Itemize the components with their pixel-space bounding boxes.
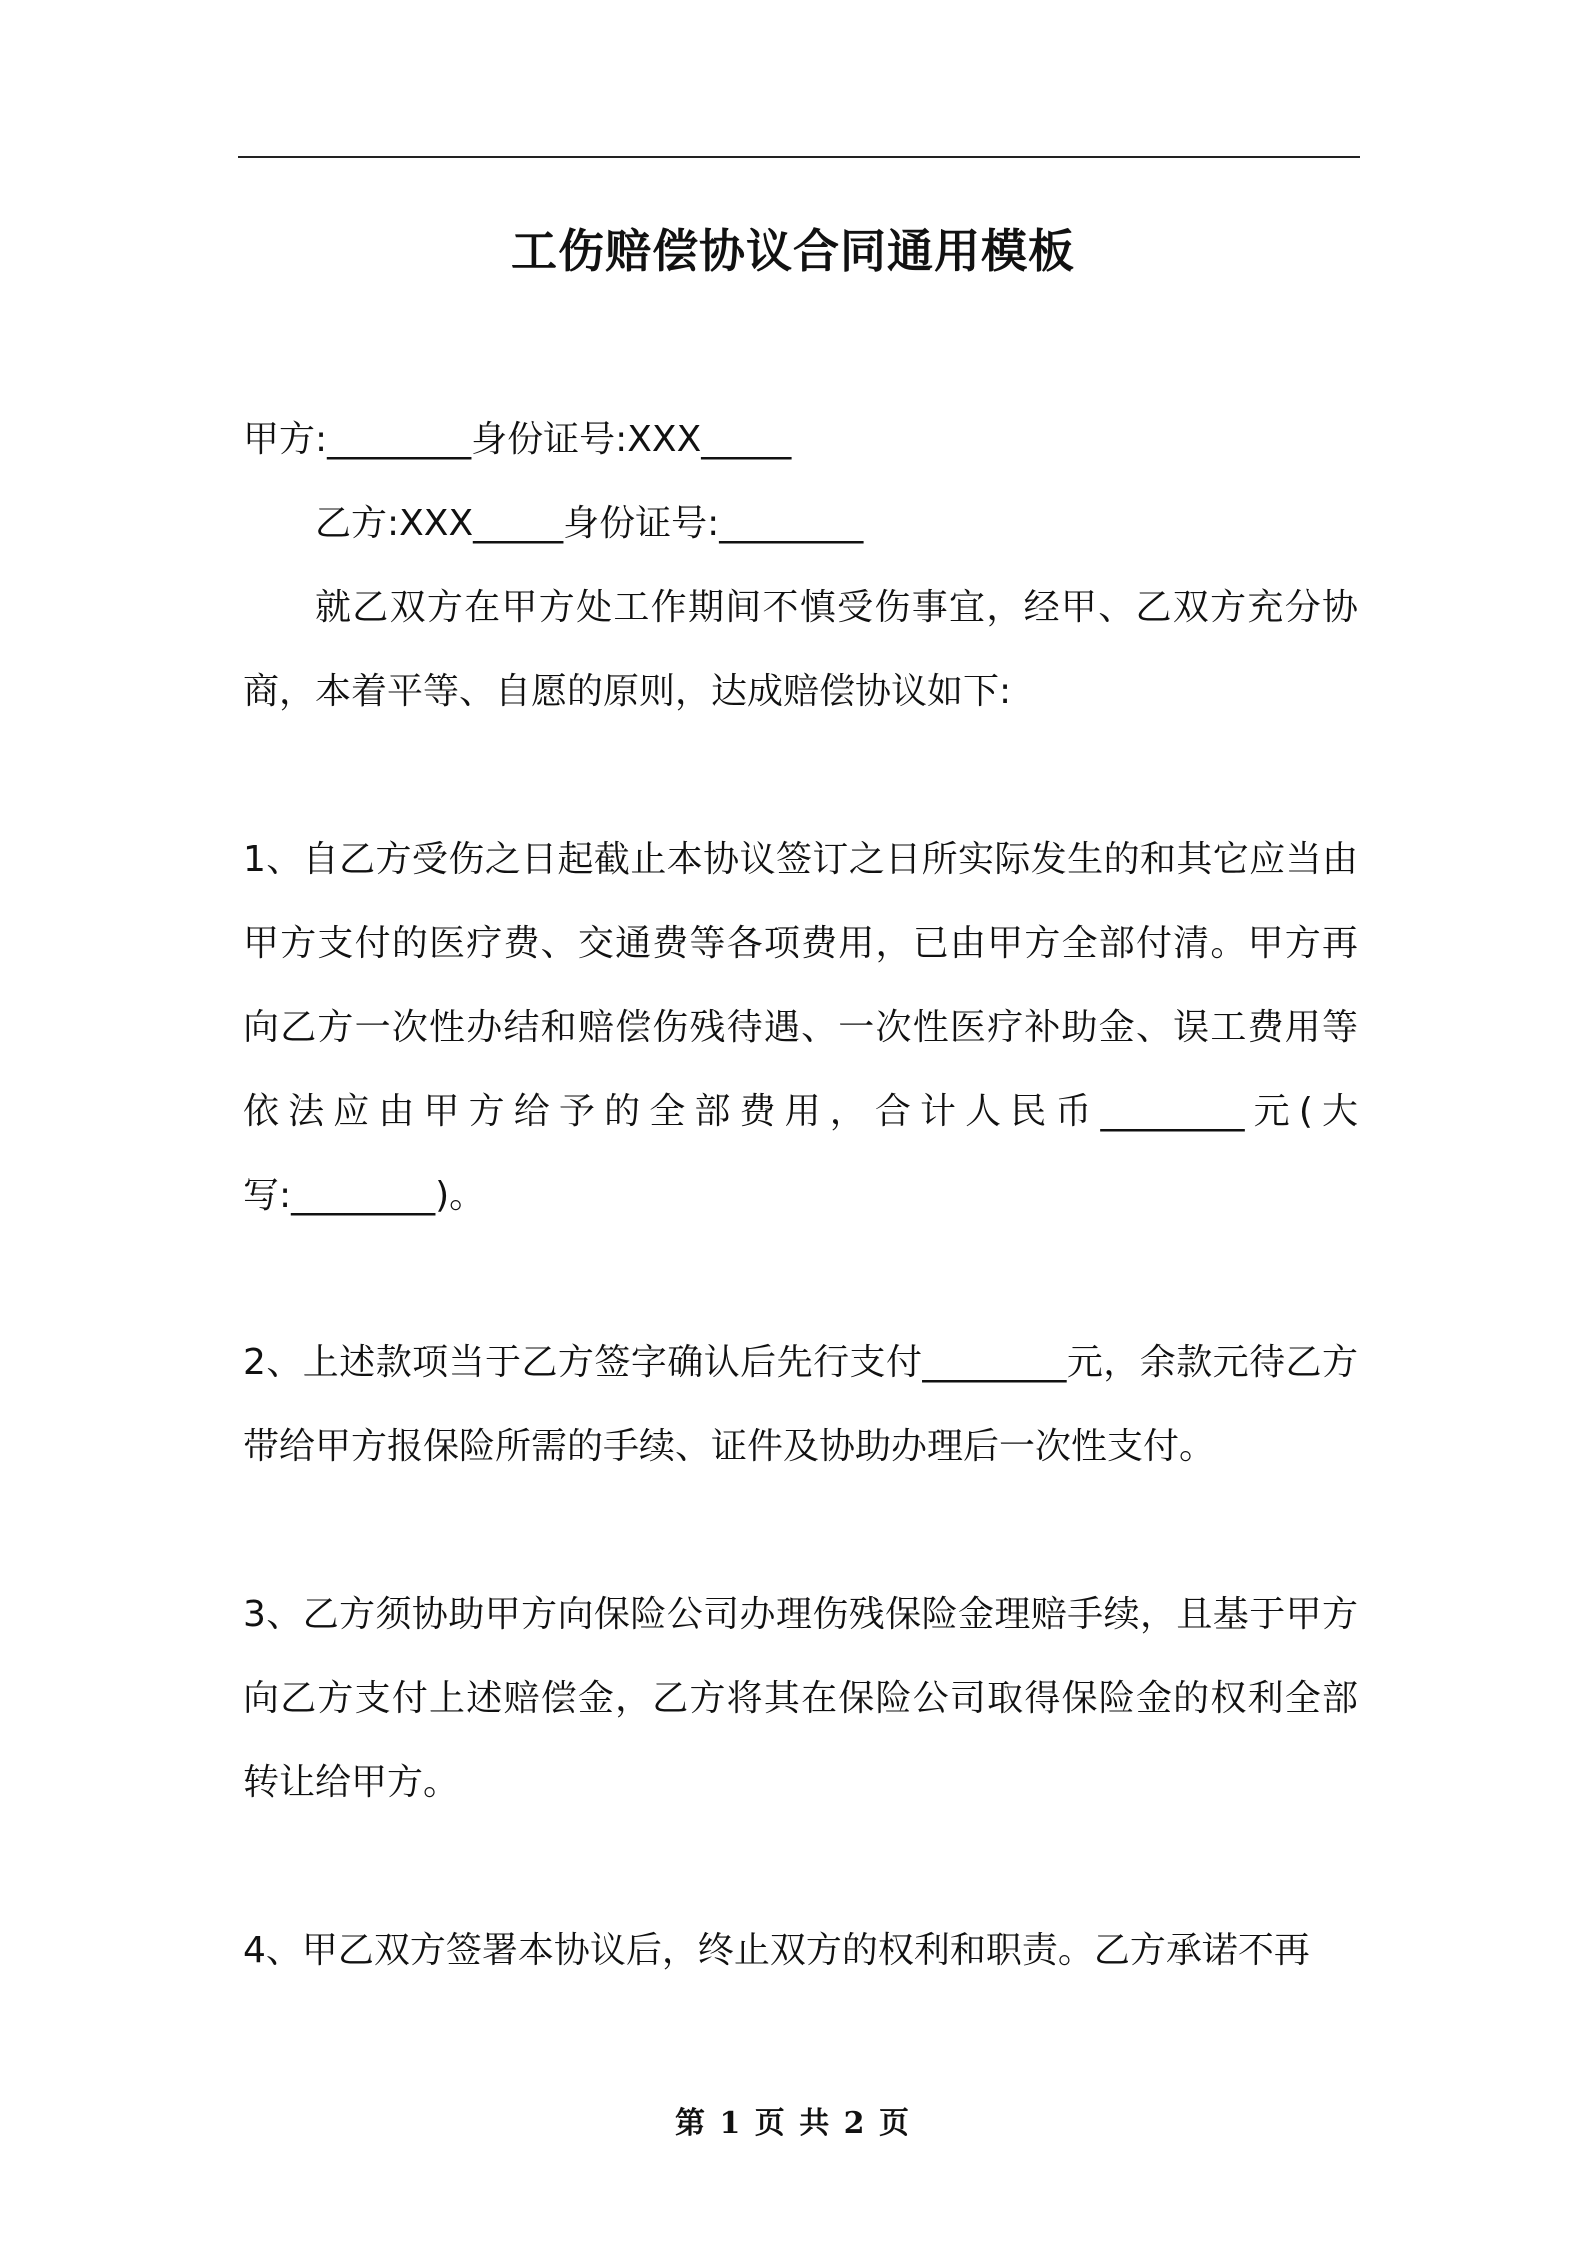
document-title: 工伤赔偿协议合同通用模板 [511,224,1075,278]
clause-3: 3、乙方须协助甲方向保险公司办理伤残保险金理赔手续，且基于甲方向乙方支付上述赔偿金，乙方将其在保险公司取得保险金的权利全部转让给甲方。 [243,1594,1358,1803]
header-rule [238,156,1360,158]
party-a-line: 甲方:________身份证号:XXX_____ [243,419,792,460]
intro-paragraph: 就乙双方在甲方处工作期间不慎受伤事宜，经甲、乙双方充分协商，本着平等、自愿的原则，达成赔偿协议如下: [243,587,1358,712]
page-number-footer: 第 1 页 共 2 页 [675,2106,911,2141]
clause-1: 1、自乙方受伤之日起截止本协议签订之日所实际发生的和其它应当由甲方支付的医疗费、交通费等各项费用，已由甲方全部付清。甲方再向乙方一次性办结和赔偿伤残待遇、一次性医疗补助金、误工费用等依法应由甲方给予的全部费用，合计人民币________元(大写:________)。 [243,839,1358,1216]
party-b-line: 乙方:XXX_____身份证号:________ [315,503,864,544]
clause-2: 2、上述款项当于乙方签字确认后先行支付________元，余款元待乙方带给甲方报保险所需的手续、证件及协助办理后一次性支付。 [243,1342,1358,1467]
clause-4: 4、甲乙双方签署本协议后，终止双方的权利和职责。乙方承诺不再 [243,1930,1310,1971]
